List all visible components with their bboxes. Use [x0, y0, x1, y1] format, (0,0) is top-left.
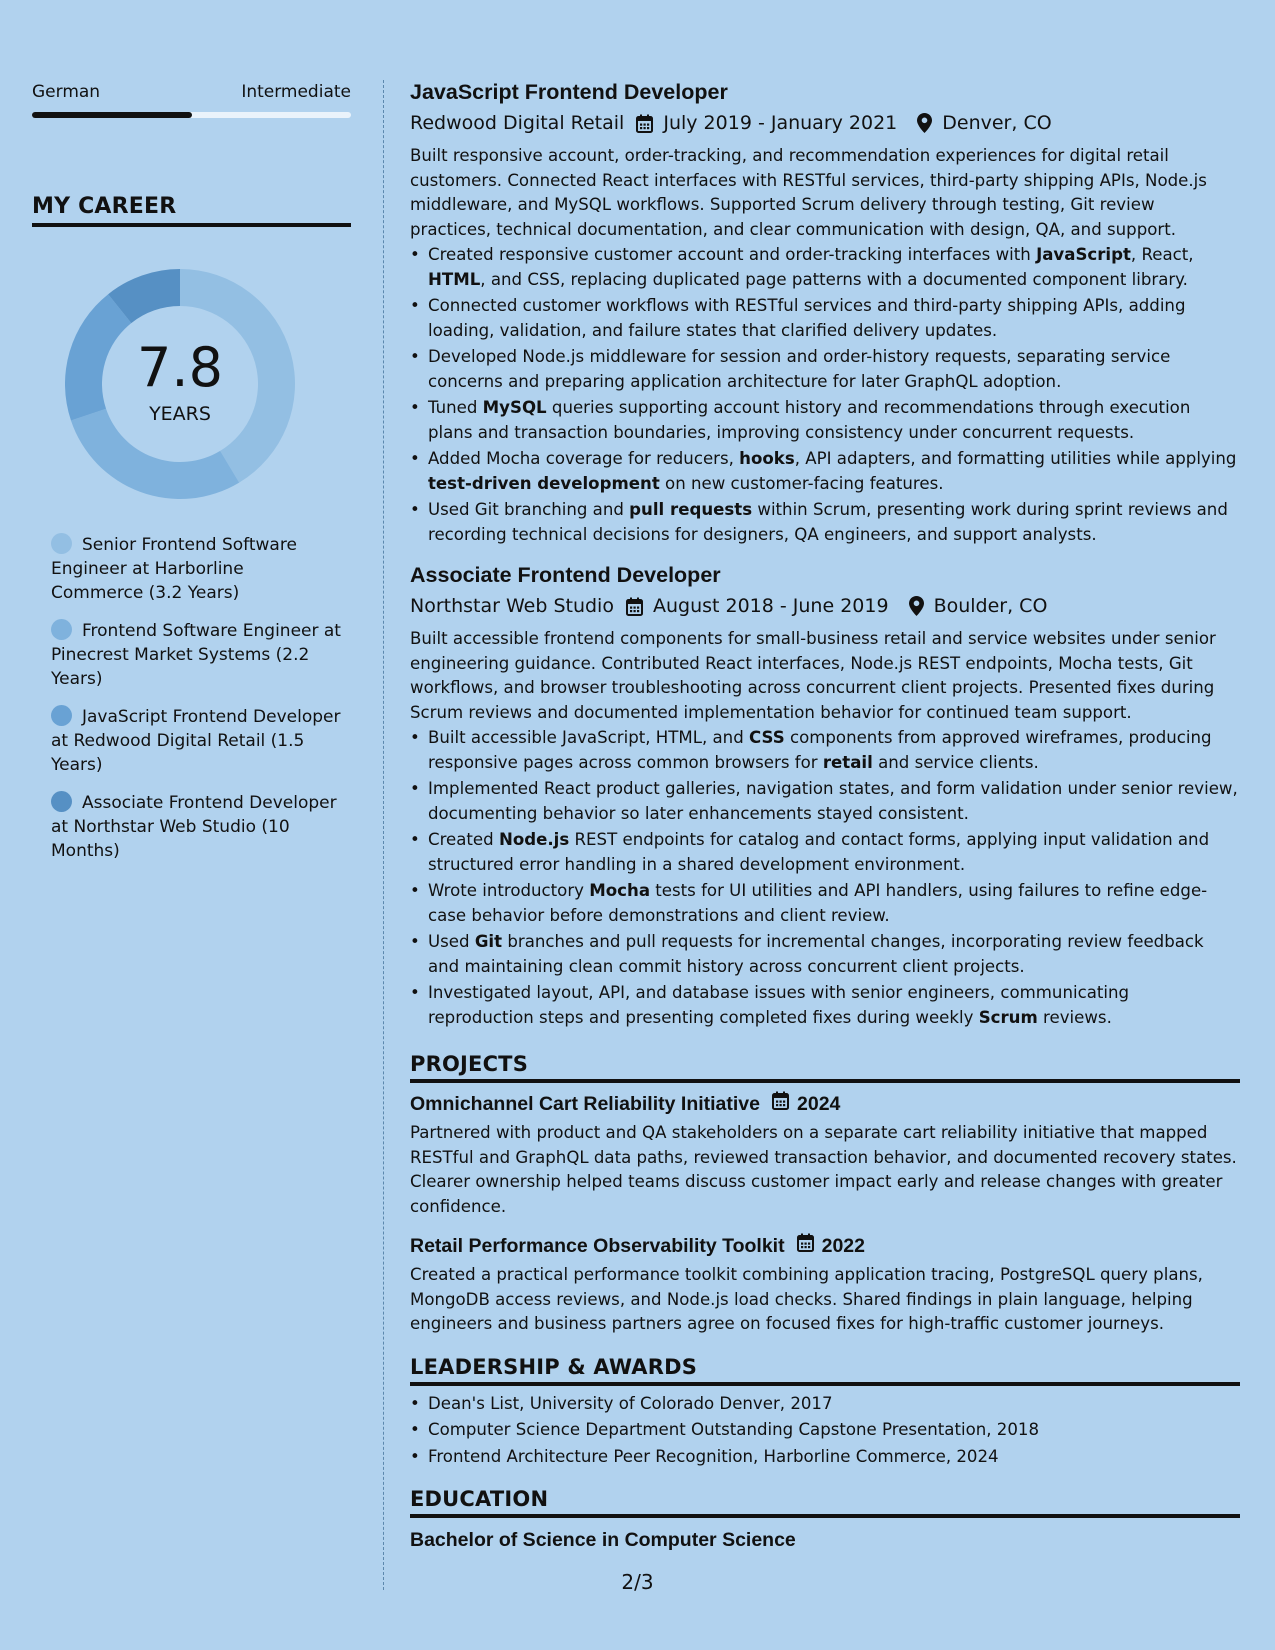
main-content — [410, 78, 1240, 1554]
job-location: Boulder, CO — [933, 595, 1048, 617]
job-title: JavaScript Frontend Developer — [410, 80, 728, 104]
job-summary: Built accessible frontend components for small-business retail and service websites under senior engineering guidance. Contributed React interfaces, Node.js REST endpoints, Mocha tests, Git workflows, and browser troubleshooting across concurrent client projects. Presented fixes during Scrum reviews and documented implementation behavior for continued team support. — [410, 629, 1216, 722]
job-dates: July 2019 - January 2021 — [663, 112, 898, 134]
bullet-text: Built accessible JavaScript, HTML, and — [428, 728, 750, 747]
bullet-text: Implemented React product galleries, navigation states, and form validation under senior review, documenting behavior so later enhancements stayed consistent. — [428, 779, 1238, 823]
legend-swatch — [51, 619, 72, 640]
bullet-keyword: Mocha — [589, 881, 651, 900]
bullet-text: Tuned — [428, 398, 483, 417]
project-title: Retail Performance Observability Toolkit — [410, 1235, 785, 1257]
calendar-icon — [636, 114, 653, 133]
job-bullet — [410, 981, 1240, 1030]
job-bullet — [410, 777, 1240, 826]
bullet-text: Investigated layout, API, and database issues with senior engineers, communicating reproduction steps and presenting completed fixes during weekly — [428, 983, 1130, 1027]
legend-swatch — [51, 791, 72, 812]
job-entry — [410, 561, 1240, 1030]
legend-label: Frontend Software Engineer at Pinecrest Market Systems (2.2 Years) — [51, 621, 341, 689]
bullet-text: , React, — [1130, 245, 1194, 264]
job-bullet — [410, 447, 1240, 496]
bullet-text: within Scrum, presenting work during sprint reviews and recording technical decisions for designers, QA engineers, and support analysts. — [428, 500, 1228, 544]
legend-swatch — [51, 705, 72, 726]
project-title-row — [410, 1233, 1240, 1259]
language-name: German — [32, 82, 101, 102]
job-meta — [410, 110, 1240, 136]
bullet-keyword: hooks — [739, 449, 795, 468]
project-title: Omnichannel Cart Reliability Initiative — [410, 1093, 761, 1115]
bullet-text: Created responsive customer account and order-tracking interfaces with — [428, 245, 1037, 264]
education-degree: Bachelor of Science in Computer Science — [410, 1529, 796, 1551]
bullet-keyword: MySQL — [482, 398, 547, 417]
bullet-keyword: HTML — [428, 269, 481, 289]
job-bullets — [410, 726, 1240, 1030]
career-total-years: 7.8 — [137, 336, 223, 399]
bullet-text: Developed Node.js middleware for session and order-history requests, separating service concerns and preparing application architecture for later GraphQL adoption. — [428, 347, 1171, 391]
job-bullet — [410, 828, 1240, 877]
award-item: • Computer Science Department Outstanding Capstone Presentation, 2018 — [410, 1418, 1240, 1443]
bullet-keyword: retail — [822, 752, 873, 772]
job-summary: Built responsive account, order-tracking, and recommendation experiences for digital retail customers. Connected React interfaces with RESTful services, third-party shipping APIs, Node.js middleware, and MySQL workflows. Supported Scrum delivery through testing, Git review practices, technical documentation, and clear communication with design, QA, and support. — [410, 146, 1207, 239]
bullet-text: , and CSS, replacing duplicated page patterns with a documented component library. — [480, 269, 1188, 289]
job-bullets — [410, 243, 1240, 547]
project-entry — [410, 1091, 1240, 1219]
bullet-text: queries supporting account history and recommendations through execution plans and transaction boundaries, improving consistency under concurrent requests. — [428, 398, 1191, 442]
projects-list — [410, 1091, 1240, 1337]
awards-heading: LEADERSHIP & AWARDS — [410, 1355, 1240, 1386]
job-meta — [410, 593, 1240, 619]
calendar-icon — [772, 1091, 789, 1117]
bullet-keyword: Scrum — [978, 1007, 1038, 1027]
bullet-keyword: JavaScript — [1036, 245, 1131, 264]
career-donut-chart — [65, 269, 295, 499]
job-bullet — [410, 879, 1240, 928]
language-proficiency-bar — [32, 112, 351, 118]
bullet-text: branches and pull requests for incremental changes, incorporating review feedback and maintaining clean commit history across concurrent client projects. — [428, 932, 1204, 976]
career-legend-item — [51, 533, 341, 605]
legend-label: Associate Frontend Developer at Northstar Web Studio (10 Months) — [51, 793, 337, 861]
bullet-text: Wrote introductory — [428, 881, 590, 900]
bullet-keyword: Git — [474, 932, 503, 951]
job-company: Northstar Web Studio — [410, 595, 614, 617]
career-total-unit: YEARS — [149, 403, 211, 425]
language-level: Intermediate — [241, 82, 351, 102]
legend-label: Senior Frontend Software Engineer at Harborline Commerce (3.2 Years) — [51, 535, 297, 603]
career-legend-item — [51, 619, 341, 691]
job-bullet — [410, 396, 1240, 445]
job-dates: August 2018 - June 2019 — [652, 595, 889, 617]
bullet-text: , API adapters, and formatting utilities while applying — [794, 449, 1237, 468]
legend-swatch — [51, 533, 72, 554]
job-entry — [410, 78, 1240, 547]
career-heading: MY CAREER — [32, 194, 351, 227]
sidebar — [32, 82, 351, 877]
column-divider — [383, 80, 384, 1590]
bullet-text: Used Git branching and — [428, 500, 630, 519]
project-description: Created a practical performance toolkit combining application tracing, PostgreSQL query plans, MongoDB access reviews, and Node.js load checks. Shared findings in plain language, helping engineers and business partners agree on focused fixes for high-traffic customer journeys. — [410, 1265, 1203, 1333]
project-year: 2024 — [797, 1093, 841, 1115]
project-year: 2022 — [821, 1235, 865, 1257]
job-bullet — [410, 726, 1240, 775]
job-bullet — [410, 498, 1240, 547]
bullet-keyword: CSS — [749, 728, 785, 747]
bullet-text: on new customer-facing features. — [659, 473, 944, 493]
bullet-text: reviews. — [1037, 1007, 1112, 1027]
projects-heading: PROJECTS — [410, 1052, 1240, 1083]
job-bullet — [410, 243, 1240, 292]
bullet-keyword: test-driven development — [428, 473, 660, 493]
bullet-text: and service clients. — [872, 752, 1039, 772]
experience-list — [410, 78, 1240, 1030]
project-description: Partnered with product and QA stakeholders on a separate cart reliability initiative that mapped RESTful and GraphQL data paths, reviewed transaction behavior, and documented recovery states. Clearer ownership helped teams discuss customer impact early and release changes with greater confidence. — [410, 1123, 1237, 1216]
bullet-text: components from approved wireframes, producing responsive pages across common browsers for — [428, 728, 1212, 772]
bullet-text: tests for UI utilities and API handlers, using failures to refine edge-case behavior before demonstrations and client review. — [428, 881, 1208, 925]
page-number: 2/3 — [621, 1570, 654, 1594]
job-location: Denver, CO — [942, 112, 1052, 134]
project-title-row — [410, 1091, 1240, 1117]
awards-list — [410, 1392, 1240, 1470]
calendar-icon — [626, 597, 643, 616]
education-heading: EDUCATION — [410, 1487, 1240, 1518]
bullet-text: Added Mocha coverage for reducers, — [428, 449, 740, 468]
bullet-keyword: pull requests — [629, 500, 753, 519]
bullet-text: Connected customer workflows with RESTful services and third-party shipping APIs, adding loading, validation, and failure states that clarified delivery updates. — [428, 296, 1186, 340]
career-legend-item — [51, 705, 341, 777]
job-bullet — [410, 930, 1240, 979]
bullet-text: Used — [428, 932, 475, 951]
language-row — [32, 82, 351, 102]
career-legend — [51, 533, 341, 863]
career-legend-item — [51, 791, 341, 863]
project-entry — [410, 1233, 1240, 1337]
calendar-icon — [797, 1233, 814, 1259]
bullet-text: Created — [428, 830, 499, 849]
award-item: • Dean's List, University of Colorado Denver, 2017 — [410, 1392, 1240, 1417]
award-item: • Frontend Architecture Peer Recognition, Harborline Commerce, 2024 — [410, 1445, 1240, 1470]
bullet-keyword: Node.js — [498, 830, 570, 849]
job-company: Redwood Digital Retail — [410, 112, 625, 134]
language-proficiency-fill — [32, 112, 192, 118]
job-bullet — [410, 294, 1240, 343]
location-pin-icon — [917, 113, 932, 133]
legend-label: JavaScript Frontend Developer at Redwood Digital Retail (1.5 Years) — [51, 707, 341, 775]
location-pin-icon — [909, 596, 924, 616]
job-bullet — [410, 345, 1240, 394]
bullet-text: REST endpoints for catalog and contact forms, applying input validation and structured error handling in a shared development environment. — [428, 830, 1210, 874]
job-title: Associate Frontend Developer — [410, 563, 721, 587]
